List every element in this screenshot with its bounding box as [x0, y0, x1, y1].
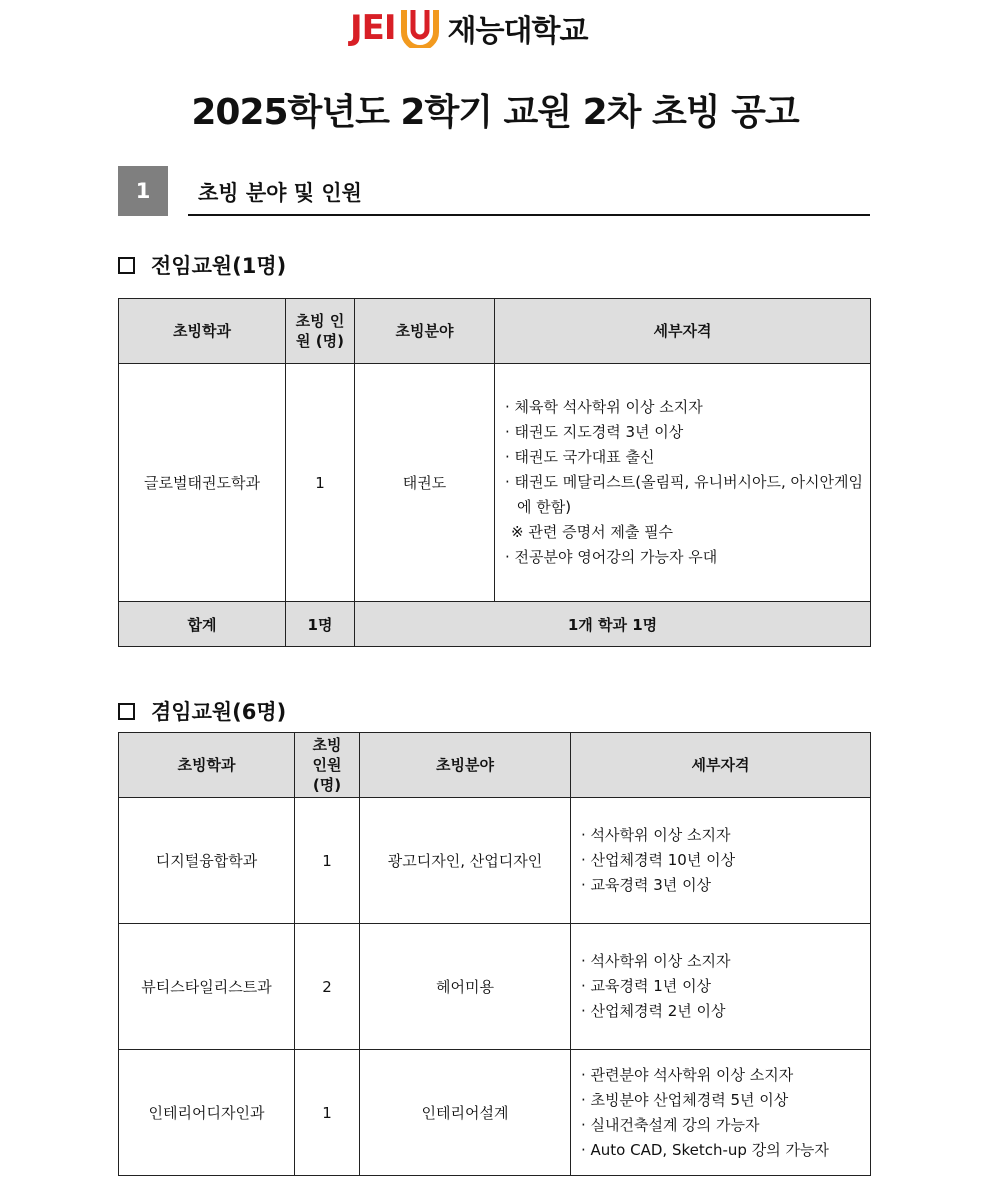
qualification-item: · 태권도 국가대표 출신 — [505, 448, 655, 466]
field-cell: 광고디자인, 산업디자인 — [360, 798, 571, 924]
column-header: 초빙분야 — [355, 299, 495, 364]
department-cell: 글로벌태권도학과 — [119, 364, 286, 602]
column-header: 초빙 인원 (명) — [295, 733, 360, 798]
department-cell: 디지털융합학과 — [119, 798, 295, 924]
count-cell: 2 — [295, 924, 360, 1050]
qualification-item: · 관련분야 석사학위 이상 소지자 — [581, 1065, 794, 1084]
logo-jei-text: JEI — [350, 8, 396, 48]
column-header: 세부자격 — [571, 733, 871, 798]
section-number: 1 — [118, 166, 168, 216]
logo-mark-icon — [400, 8, 440, 48]
column-header: 초빙 인원 (명) — [286, 299, 355, 364]
field-cell: 인테리어설계 — [360, 1050, 571, 1176]
qualifications-cell — [571, 924, 871, 1050]
department-cell: 뷰티스타일리스트과 — [119, 924, 295, 1050]
column-header: 초빙학과 — [119, 733, 295, 798]
qualification-item: · 체육학 석사학위 이상 소지자 — [505, 398, 703, 416]
column-header: 초빙분야 — [360, 733, 571, 798]
total-count: 1명 — [286, 602, 355, 647]
total-row — [119, 602, 871, 647]
column-header: 세부자격 — [495, 299, 871, 364]
table-row — [119, 1050, 871, 1176]
count-cell: 1 — [295, 798, 360, 924]
count-cell: 1 — [295, 1050, 360, 1176]
qualification-item: · 태권도 메달리스트(올림픽, 유니버시아드, 아시안게임에 한함) — [505, 473, 864, 516]
qualifications-cell — [571, 798, 871, 924]
parttime-heading — [118, 696, 286, 726]
table-header-row — [119, 299, 871, 364]
qualification-item: · 실내건축설계 강의 가능자 — [581, 1115, 760, 1134]
checkbox-square-icon — [118, 257, 135, 274]
qualification-item: · 초빙분야 산업체경력 5년 이상 — [581, 1090, 789, 1109]
qualification-note: ※ 관련 증명서 제출 필수 — [511, 523, 674, 541]
field-cell: 헤어미용 — [360, 924, 571, 1050]
fulltime-heading-text: 전임교원(1명) — [151, 254, 287, 278]
checkbox-square-icon — [118, 703, 135, 720]
section-title: 초빙 분야 및 인원 — [198, 181, 362, 205]
qualifications-cell — [495, 364, 871, 602]
qualification-item: · 태권도 지도경력 3년 이상 — [505, 423, 684, 441]
fulltime-heading — [118, 250, 286, 280]
qualification-item: · 교육경력 3년 이상 — [581, 876, 712, 894]
qualification-item: · Auto CAD, Sketch-up 강의 가능자 — [581, 1140, 829, 1159]
qualification-item: · 전공분야 영어강의 가능자 우대 — [505, 548, 718, 566]
parttime-heading-text: 겸임교원(6명) — [151, 700, 287, 724]
university-logo — [350, 6, 587, 50]
qualification-item: · 석사학위 이상 소지자 — [581, 952, 731, 970]
table-header-row — [119, 733, 871, 798]
table-row — [119, 924, 871, 1050]
qualifications-cell — [571, 1050, 871, 1176]
total-label: 합계 — [119, 602, 286, 647]
document-title: 2025학년도 2학기 교원 2차 초빙 공고 — [191, 92, 799, 133]
column-header: 초빙학과 — [119, 299, 286, 364]
fulltime-table — [118, 298, 871, 647]
field-cell: 태권도 — [355, 364, 495, 602]
parttime-table — [118, 732, 871, 1176]
qualification-item: · 산업체경력 10년 이상 — [581, 851, 736, 869]
section-header — [118, 166, 870, 218]
department-cell: 인테리어디자인과 — [119, 1050, 295, 1176]
qualification-item: · 석사학위 이상 소지자 — [581, 826, 731, 844]
total-summary: 1개 학과 1명 — [355, 602, 871, 647]
section-underline — [188, 214, 870, 216]
table-row — [119, 364, 871, 602]
qualification-item: · 교육경력 1년 이상 — [581, 977, 712, 995]
logo-university-name: 재능대학교 — [447, 14, 588, 49]
count-cell: 1 — [286, 364, 355, 602]
table-row — [119, 798, 871, 924]
qualification-item: · 산업체경력 2년 이상 — [581, 1002, 726, 1020]
